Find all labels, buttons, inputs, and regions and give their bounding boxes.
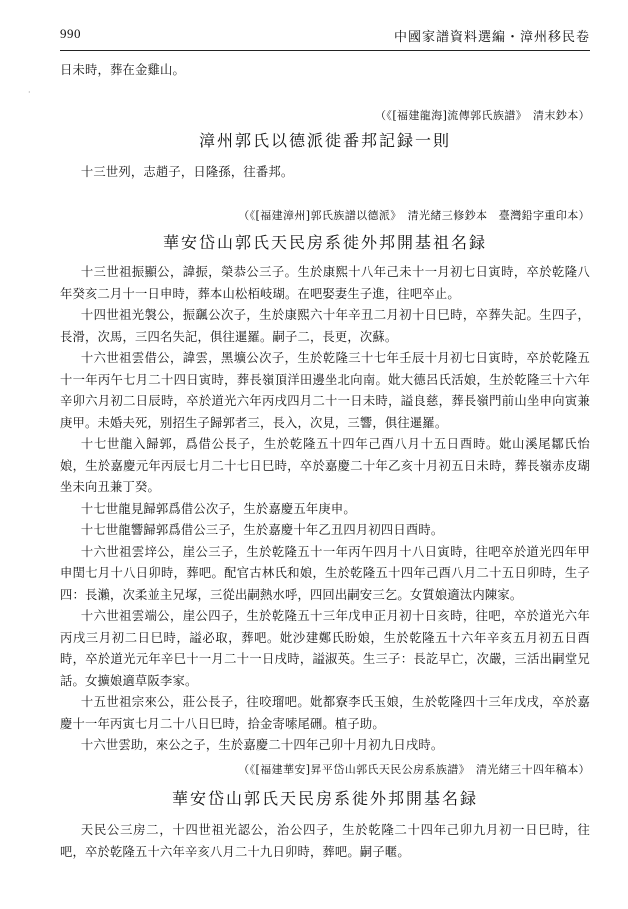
section-3-body — [60, 262, 590, 757]
genealogy-entry: 十六世雲助，來公之子，生於嘉慶二十四年己卯十月初九日戌時。 — [80, 738, 444, 752]
section-4 — [60, 788, 590, 810]
genealogy-entry: 十七世龍入歸郭，爲借公長子，生於乾隆五十四年己酉八月十五日酉時。妣山溪尾鄒氏怡娘，生於嘉慶元年丙辰七月二十七日巳時，卒於嘉慶二十年乙亥十月初五日未時，葬長嶺赤皮瑚坐未向丑兼丁癸。 — [60, 437, 590, 494]
page-header — [60, 26, 590, 51]
section-title: 華安岱山郭氏天民房系徙外邦開基名録 — [171, 789, 478, 808]
genealogy-entry: 十六世祖雲垶公，崖公三子，生於乾隆五十一年丙午四月十八日寅時，往吧卒於道光四年甲申閏七月十八日卯時，葬吧。配官古林氏和娘，生於乾隆五十四年己酉八月二十五日卯時，生子四：長瀨，次柔並主兄塚，三從出嗣熱水呼，四回出嗣安三乞。女質娘適汰内陳家。 — [60, 544, 590, 602]
source-citation: （《[福建華安]昇平岱山郭氏天民公房系族譜》 清光緒三十四年稿本） — [238, 763, 590, 776]
genealogy-entry: 天民公三房二，十四世祖光認公，治公四子，生於乾隆二十四年己卯九月初一日巳時，往吧，卒於乾隆五十六年辛亥八月二十九日卯時，葬吧。嗣子暱。 — [60, 823, 590, 859]
running-head: 中國家譜資料選編・漳州移民卷 — [393, 30, 590, 45]
section-2 — [60, 130, 590, 152]
source-citation-3 — [60, 762, 590, 778]
genealogy-entry: 十六世祖雲借公，諱雲，黑壙公次子，生於乾隆三十七年壬辰十月初七日寅時，卒於乾隆五十一年丙午七月二十四日寅時，葬長嶺頂洋田邊坐北向南。妣大德呂氏活娘，生於乾隆三十六年辛卯六月初二日辰時，卒於道光六年丙戌四月二十一日未時，謚良慈，葬長嶺門前山坐申向寅兼庚甲。未婚夫死，别招生子歸郭者三，長入，次見，三響，俱往暹羅。 — [60, 351, 590, 430]
section-title: 華安岱山郭氏天民房系徙外邦開基祖名録 — [162, 233, 487, 252]
margin-mark: · — [28, 88, 31, 97]
section-2-body — [60, 162, 590, 184]
section-4-body — [60, 820, 590, 863]
genealogy-entry: 十六世祖雲端公，崖公四子，生於乾隆五十三年戊申正月初十日亥時，往吧，卒於道光六年丙戌三月初二日巳時，謚必取，葬吧。妣沙建鄭氏盼娘，生於乾隆五十六年辛亥五月初五日酉時，卒於道光元年辛巳十一月二十一日戌時，謚淑英。生三子：長訖早亡，次嚴，三活出嗣堂兄話。女擴娘適草阪李家。 — [60, 609, 590, 688]
page-number: 990 — [60, 26, 81, 41]
genealogy-entry: 十七世龍響歸郭爲借公三子，生於嘉慶十年乙丑四月初四日酉時。 — [80, 523, 444, 537]
section-title: 漳州郭氏以德派徙番邦記録一則 — [198, 131, 451, 150]
section-3 — [60, 232, 590, 254]
source-citation: （《[福建漳州]郭氏族譜以德派》 清光緒三修鈔本 臺灣鉛字重印本） — [238, 209, 590, 222]
genealogy-entry: 十三世祖振顯公，諱振，榮恭公三子。生於康熙十八年己未十一月初七日寅時，卒於乾隆八年癸亥二月十一日申時，葬本山松栢岐瑚。在吧娶妻生子進，往吧卒止。 — [60, 265, 590, 301]
source-citation-2 — [60, 208, 590, 224]
continuation-paragraph: 日未時，葬在金雞山。 — [60, 63, 185, 77]
section-paragraph: 十三世列，志趙子，日隆孫，往番邦。 — [80, 165, 294, 179]
genealogy-entry: 十七世龍見歸郭爲借公次子，生於嘉慶五年庚申。 — [80, 501, 356, 516]
source-citation-1 — [60, 108, 590, 124]
continuation-block — [60, 60, 590, 82]
genealogy-entry: 十四世祖光褩公，振颻公次子，生於康熙六十年辛丑二月初十日巳時，卒葬失記。生四子，長滑，次馬，三四名失記，俱往暹羅。嗣子二，長更，次蘇。 — [60, 308, 590, 344]
source-citation: （《[福建龍海]流傳郭氏族譜》 清末鈔本） — [375, 109, 590, 122]
genealogy-entry: 十五世祖宗來公，莊公長子，往咬瑠吧。妣都寮李氏玉娘，生於乾隆四十三年戊戌，卒於嘉慶十一年丙寅七月二十八日巳時，拾金寄嗦尾硎。植子助。 — [60, 695, 590, 731]
